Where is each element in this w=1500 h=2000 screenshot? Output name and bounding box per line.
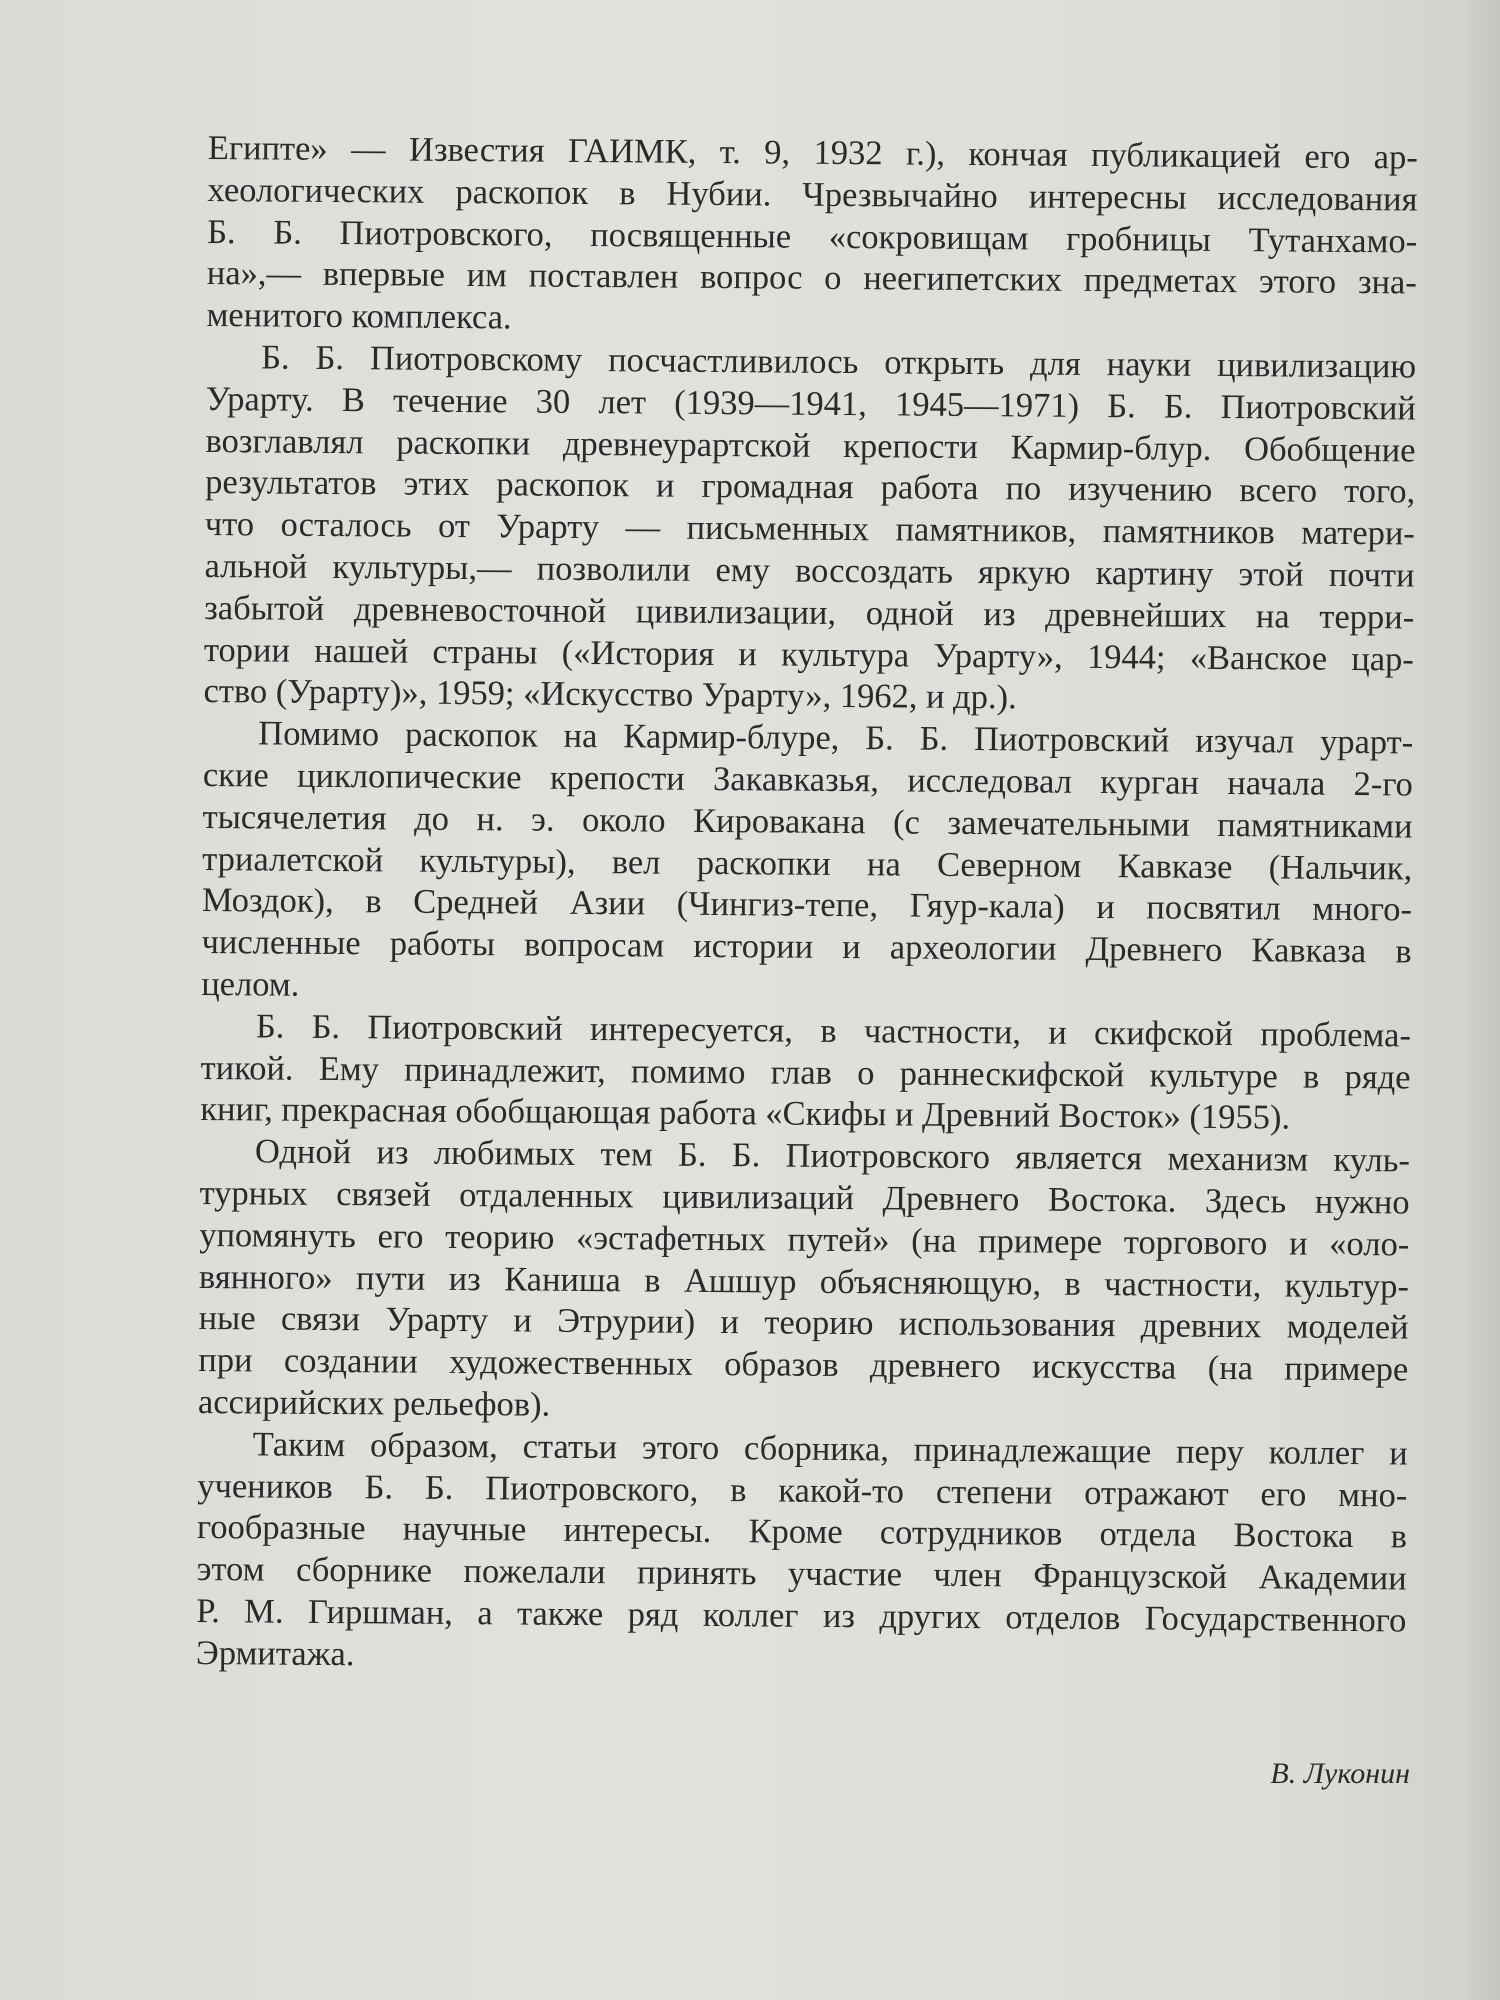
text-line: при создании художественных образов древнего искусства (на примере xyxy=(198,1341,1409,1389)
text-line: триалетской культуры), вел раскопки на Северном Кавказе (Нальчик, xyxy=(202,839,1413,888)
author-signature: В. Луконин xyxy=(1270,1757,1410,1790)
text-line: результатов этих раскопок и громадная работа по изучению всего того, xyxy=(205,463,1416,511)
text-line: ские циклопические крепости Закавказья, исследовал курган начала 2-го xyxy=(202,755,1414,804)
text-line: вянного» пути из Каниша в Ашшур объясняющую, в частности, культур- xyxy=(198,1257,1410,1305)
paragraph xyxy=(198,1131,1410,1433)
text-line: Египте» — Известия ГАИМК, т. 9, 1932 г.), кончая публикацией его ар- xyxy=(207,128,1418,177)
text-line: на»,— впервые им поставлен вопрос о неегипетских предметах этого зна- xyxy=(206,254,1417,302)
text-line: Б. Б. Пиотровскому посчастливилось открыть для науки цивилизацию xyxy=(261,338,1417,386)
text-line: целом. xyxy=(201,964,300,1004)
text-line: Б. Б. Пиотровского, посвященные «сокровищам гробницы Тутанхамо- xyxy=(207,212,1418,261)
text-line: книг, прекрасная обобщающая работа «Скифы и Древний Восток» (1955). xyxy=(200,1090,1291,1137)
paragraph xyxy=(206,128,1418,346)
text-line: этом сборнике пожелали принять участие член Французской Академии xyxy=(196,1550,1407,1598)
text-line: хеологических раскопок в Нубии. Чрезвычайно интересны исследования xyxy=(207,170,1418,219)
text-line: ные связи Урарту и Этрурии) и теорию использования древних моделей xyxy=(198,1299,1409,1347)
text-line: ство (Урарту)», 1959; «Искусство Урарту», 1962, и др.). xyxy=(203,672,1017,717)
paragraph xyxy=(196,1424,1408,1684)
text-line: менитого комплекса. xyxy=(206,296,512,337)
text-line: Эрмитажа. xyxy=(195,1633,355,1673)
paragraph xyxy=(200,1006,1411,1141)
text-line: Р. М. Гиршман, а также ряд коллег из других отделов Государственного xyxy=(196,1591,1407,1640)
text-line: упомянуть его теорию «эстафетных путей» (на примере торгового и «оло- xyxy=(199,1215,1410,1264)
text-line: Одной из любимых тем Б. Б. Пиотровского является механизм куль- xyxy=(254,1132,1411,1180)
text-line: Б. Б. Пиотровский интересуется, в частности, и скифской проблема- xyxy=(255,1007,1412,1055)
text-line: ассирийских рельефов). xyxy=(197,1382,551,1424)
paragraph xyxy=(201,713,1413,1015)
text-line: Таким образом, статьи этого сборника, принадлежащие перу коллег и xyxy=(252,1425,1408,1473)
text-line: Урарту. В течение 30 лет (1939—1941, 1945—1971) Б. Б. Пиотровский xyxy=(205,379,1416,428)
text-line: гообразные научные интересы. Кроме сотрудников отдела Востока в xyxy=(196,1508,1408,1556)
text-line: возглавлял раскопки древнеурартской крепости Кармир-блур. Обобщение xyxy=(205,421,1416,470)
page-edge-shadow xyxy=(1460,0,1500,2000)
text-line: численные работы вопросам истории и археологии Древнего Кавказа в xyxy=(201,923,1412,971)
paragraph xyxy=(203,337,1416,723)
text-line: турных связей отдаленных цивилизаций Древнего Востока. Здесь нужно xyxy=(199,1173,1410,1222)
text-line: что осталось от Урарту — письменных памятников, памятников матери- xyxy=(204,505,1416,553)
text-line: учеников Б. Б. Пиотровского, в какой-то степени отражают его мно- xyxy=(197,1466,1408,1514)
text-line: Моздок), в Средней Азии (Чингиз-тепе, Гяур-кала) и посвятил много- xyxy=(201,881,1413,929)
text-line: Помимо раскопок на Кармир-блуре, Б. Б. Пиотровский изучал урарт- xyxy=(258,714,1414,762)
text-line: альной культуры,— позволили ему воссоздать яркую картину этой почти xyxy=(204,546,1415,595)
text-line: тории нашей страны («История и культура Урарту», 1944; «Ванское цар- xyxy=(203,630,1415,679)
text-line: тысячелетия до н. э. около Кировакана (с замечательными памятниками xyxy=(202,797,1413,846)
text-line: тикой. Ему принадлежит, помимо глав о раннескифской культуре в ряде xyxy=(200,1048,1411,1097)
body-text xyxy=(196,128,1418,1684)
text-line: забытой древневосточной цивилизации, одной из древнейших на терри- xyxy=(204,588,1415,637)
